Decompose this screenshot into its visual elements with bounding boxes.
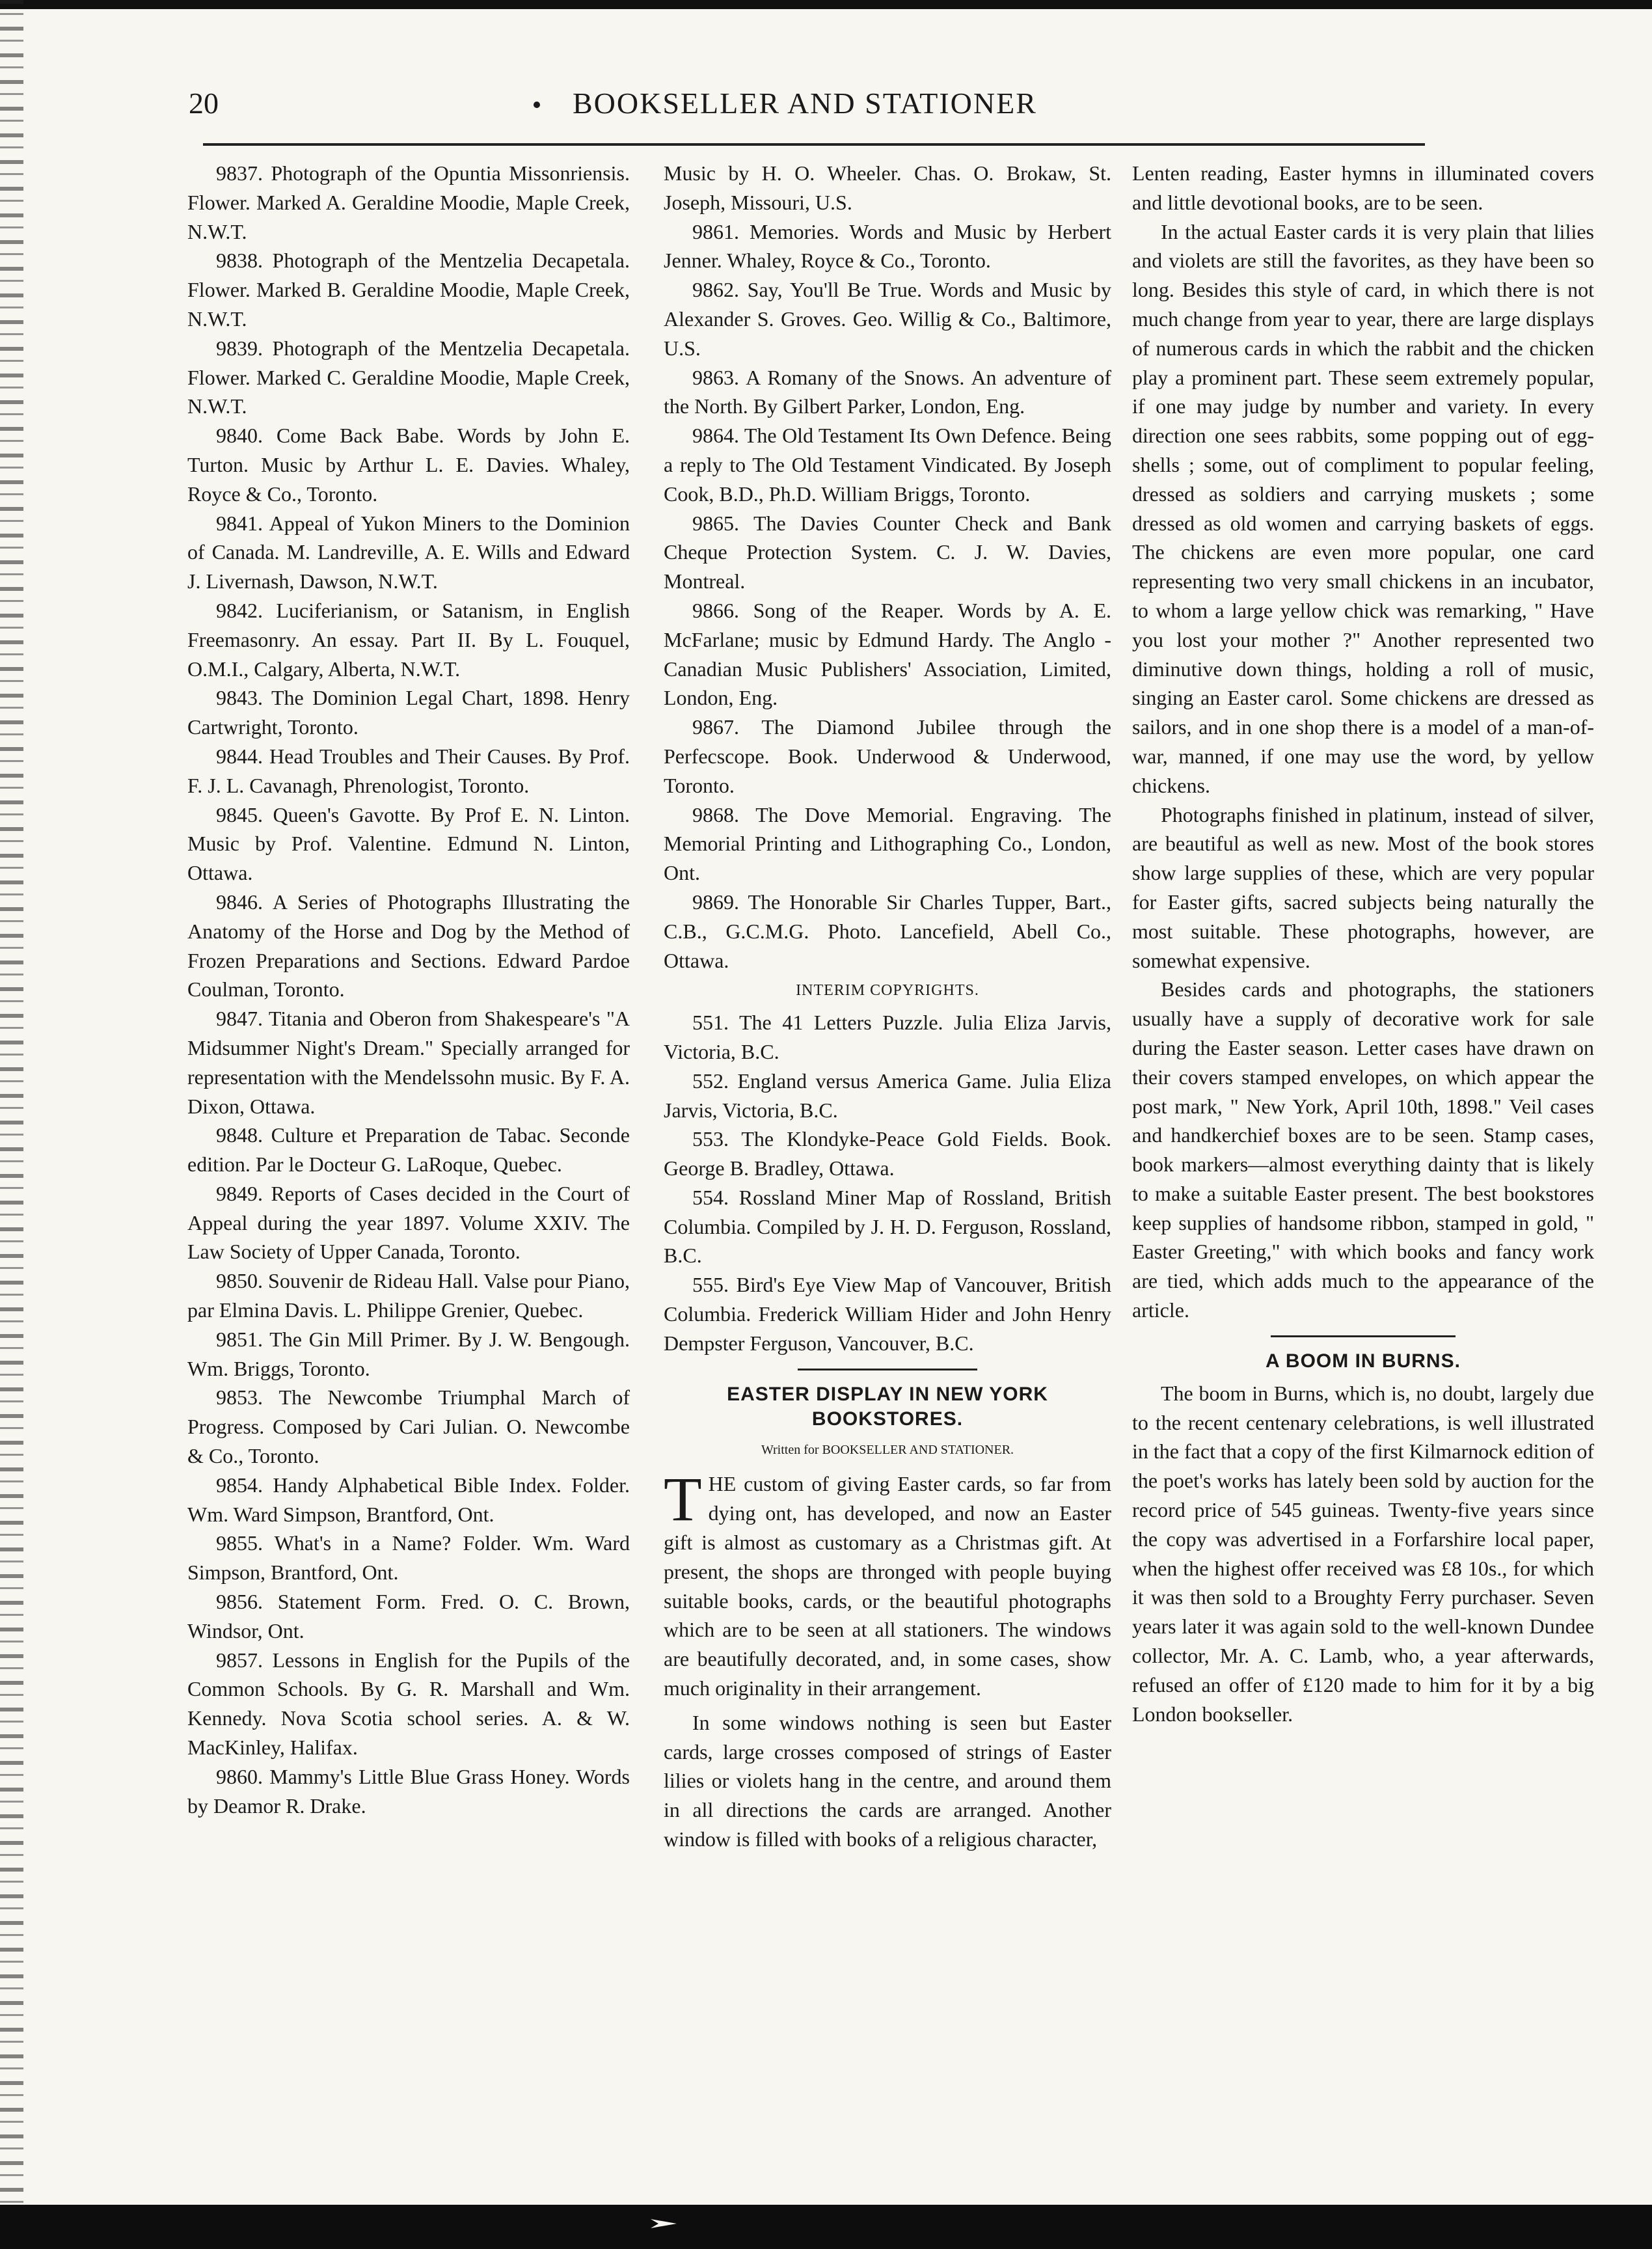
copyright-entry: 9862. Say, You'll Be True. Words and Music by Alexander S. Groves. Geo. Willig & Co., Baltimore, U.S. xyxy=(664,278,1111,360)
paragraph-gap xyxy=(1132,1374,1594,1379)
easter-paragraph: In the actual Easter cards it is very plain that lilies and violets are still the favorites, as they have been so long. Besides this style of card, in which there is not much change from year to year, there are large displays of numerous cards in which the rabbit and the chicken play a prominent part. These seem extremely popular, if one may judge by number and variety. In every direction one sees rabbits, some popping out of egg-shells ; some, out of compliment to popular feeling, dressed as soldiers and carrying muskets ; some dressed as old women and carrying baskets of eggs. The chickens are even more popular, one card representing two very small chickens in an incubator, to whom a large yellow chick was remarking, " Have you lost your mother ?" Another represented two diminutive down things, holding a roll of music, singing an Easter carol. Some chickens are dressed as sailors, and in one shop there is a model of a man-of-war, manned, if one may use the word, by yellow chickens. xyxy=(1132,219,1594,797)
copyright-entry: 9847. Titania and Oberon from Shakespeare's "A Midsummer Night's Dream." Specially arranged for representation with the Mendelssohn music. By F. A. Dixon, Ottawa. xyxy=(187,1007,630,1118)
copyright-entry: 9867. The Diamond Jubilee through the Perfecscope. Book. Underwood & Underwood, Toronto. xyxy=(664,715,1111,797)
copyright-entry: 9854. Handy Alphabetical Bible Index. Folder. Wm. Ward Simpson, Brantford, Ont. xyxy=(187,1473,630,1526)
copyright-entry: 9861. Memories. Words and Music by Herbert Jenner. Whaley, Royce & Co., Toronto. xyxy=(664,219,1111,273)
easter-article-title-line1: EASTER DISPLAY IN NEW YORK xyxy=(727,1383,1048,1405)
copyright-entry: 9866. Song of the Reaper. Words by A. E. McFarlane; music by Edmund Hardy. The Anglo - Canadian Music Publishers' Association, Limited, London, Eng. xyxy=(664,598,1111,710)
bottom-border xyxy=(0,2205,1652,2249)
copyright-entry: 9863. A Romany of the Snows. An adventure of the North. By Gilbert Parker, London, Eng. xyxy=(664,365,1111,418)
easter-paragraph-text: HE custom of giving Easter cards, so far from dying ont, has developed, and now an Easter gift is almost as customary as a Christmas gift. At present, the shops are thronged with people buying suitable books, cards, or the beautiful photographs which are to be seen at all stationers. The windows are beautifully decorated, and, in some cases, show much originality in their arrangement. xyxy=(664,1472,1111,1700)
copyright-entry: 9864. The Old Testament Its Own Defence. Being a reply to The Old Testament Vindicated. By Joseph Cook, B.D., Ph.D. William Briggs, Toronto. xyxy=(664,424,1111,506)
easter-paragraph: Lenten reading, Easter hymns in illuminated covers and little devotional books, are to be seen. xyxy=(1132,161,1594,214)
copyright-entry: Music by H. O. Wheeler. Chas. O. Brokaw, St. Joseph, Missouri, U.S. xyxy=(664,161,1111,214)
copyright-entry: 9837. Photograph of the Opuntia Missonriensis. Flower. Marked A. Geraldine Moodie, Maple Creek, N.W.T. xyxy=(187,161,630,243)
copyright-entry: 9853. The Newcombe Triumphal March of Progress. Composed by Cari Julian. O. Newcombe & Co., Toronto. xyxy=(187,1385,630,1468)
copyright-entry: 9849. Reports of Cases decided in the Court of Appeal during the year 1897. Volume XXIV. The Law Society of Upper Canada, Toronto. xyxy=(187,1181,630,1264)
copyright-entry: 9855. What's in a Name? Folder. Wm. Ward Simpson, Brantford, Ont. xyxy=(187,1531,630,1585)
copyright-entry: 9865. The Davies Counter Check and Bank Cheque Protection System. C. J. W. Davies, Montreal. xyxy=(664,511,1111,593)
section-divider xyxy=(1271,1335,1456,1337)
header-rule xyxy=(203,143,1425,146)
copyright-entry: 9840. Come Back Babe. Words by John E. Turton. Music by Arthur L. E. Davies. Whaley, Royce & Co., Toronto. xyxy=(187,424,630,506)
copyright-entry: 9846. A Series of Photographs Illustrating the Anatomy of the Horse and Dog by the Method of Frozen Preparations and Sections. Edward Pardoe Coulman, Toronto. xyxy=(187,890,630,1002)
interim-entry: 552. England versus America Game. Julia Eliza Jarvis, Victoria, B.C. xyxy=(664,1069,1111,1122)
interim-entry: 555. Bird's Eye View Map of Vancouver, British Columbia. Frederick William Hider and John Henry Dempster Ferguson, Vancouver, B.C. xyxy=(664,1273,1111,1355)
copyright-entry: 9869. The Honorable Sir Charles Tupper, Bart., C.B., G.C.M.G. Photo. Lancefield, Abell Co., Ottawa. xyxy=(664,890,1111,972)
copyright-entry: 9839. Photograph of the Mentzelia Decapetala. Flower. Marked C. Geraldine Moodie, Maple Creek, N.W.T. xyxy=(187,336,630,418)
copyright-entry: 9841. Appeal of Yukon Miners to the Dominion of Canada. M. Landreville, A. E. Wills and Edward J. Livernash, Dawson, N.W.T. xyxy=(187,511,630,593)
column-3 xyxy=(1132,159,1594,1728)
page-number: 20 xyxy=(189,87,219,120)
copyright-entry: 9838. Photograph of the Mentzelia Decapetala. Flower. Marked B. Geraldine Moodie, Maple Creek, N.W.T. xyxy=(187,249,630,331)
interim-entry: 551. The 41 Letters Puzzle. Julia Eliza Jarvis, Victoria, B.C. xyxy=(664,1011,1111,1063)
copyright-entry: 9860. Mammy's Little Blue Grass Honey. Words by Deamor R. Drake. xyxy=(187,1764,630,1818)
top-border xyxy=(0,0,1652,9)
copyright-entry: 9848. Culture et Preparation de Tabac. Seconde edition. Par le Docteur G. LaRoque, Quebec. xyxy=(187,1123,630,1177)
copyright-entry: 9843. The Dominion Legal Chart, 1898. Henry Cartwright, Toronto. xyxy=(187,686,630,739)
scan-edge xyxy=(0,0,23,2249)
copyright-entry: 9851. The Gin Mill Primer. By J. W. Bengough. Wm. Briggs, Toronto. xyxy=(187,1327,630,1380)
copyright-entry: 9856. Statement Form. Fred. O. C. Brown, Windsor, Ont. xyxy=(187,1590,630,1642)
drop-cap: T xyxy=(664,1464,702,1534)
copyright-entry: 9868. The Dove Memorial. Engraving. The Memorial Printing and Lithographing Co., London, Ont. xyxy=(664,802,1111,885)
burns-article-title: A BOOM IN BURNS. xyxy=(1266,1350,1461,1372)
copyright-entry: 9850. Souvenir de Rideau Hall. Valse pour Piano, par Elmina Davis. L. Philippe Grenier, Quebec. xyxy=(187,1269,630,1322)
copyright-entry: 9844. Head Troubles and Their Causes. By Prof. F. J. L. Cavanagh, Phrenologist, Toronto. xyxy=(187,744,630,797)
easter-paragraph: Besides cards and photographs, the stationers usually have a supply of decorative work for sale during the Easter season. Letter cases have drawn on their covers stamped envelopes, on which appear the post mark, " New York, April 10th, 1898." Veil cases and handkerchief boxes are to be seen. Stamp cases, book markers—almost everything dainty that is likely to make a suitable Easter present. The best bookstores keep supplies of handsome ribbon, stamped in gold, " Easter Greeting," with which books and fancy work are tied, which adds much to the appearance of the article. xyxy=(1132,977,1594,1322)
copyright-entry: 9842. Luciferianism, or Satanism, in English Freemasonry. An essay. Part II. By L. Fouquel, O.M.I., Calgary, Alberta, N.W.T. xyxy=(187,598,630,681)
column-2 xyxy=(664,159,1111,1854)
easter-paragraph: Photographs finished in platinum, instead of silver, are beautiful as well as new. Most of the book stores show large supplies of these, which are very popular for Easter gifts, sacred subjects being naturally the most suitable. These photographs, however, are somewhat expensive. xyxy=(1132,802,1594,972)
easter-paragraph xyxy=(664,1464,1111,1702)
copyright-entry: 9845. Queen's Gavotte. By Prof E. N. Linton. Music by Prof. Valentine. Edmund N. Linton, Ottawa. xyxy=(187,802,630,885)
easter-paragraph: In some windows nothing is seen but Easter cards, large crosses composed of strings of Easter lilies or violets hang in the centre, and around them in all directions the cards are arranged. Another window is filled with books of a religious character, xyxy=(664,1710,1111,1851)
section-divider xyxy=(798,1369,977,1370)
page-title: BOOKSELLER AND STATIONER xyxy=(573,87,1037,120)
interim-copyrights-heading: INTERIM COPYRIGHTS. xyxy=(796,982,979,1000)
burns-paragraph: The boom in Burns, which is, no doubt, largely due to the recent centenary celebrations, is well illustrated in the fact that a copy of the first Kilmarnock edition of the poet's works has lately been sold by auction for the record price of 545 guineas. Twenty-five years since the copy was advertised in a Forfarshire local paper, when the highest offer received was £8 10s., for which it was then sold to a Broughty Ferry purchaser. Seven years later it was again sold to the well-known Dundee collector, Mr. A. C. Lamb, who, a year afterwards, refused an offer of £120 made to him for it by a big London bookseller. xyxy=(1132,1381,1594,1726)
header-dot xyxy=(534,102,540,108)
easter-byline: Written for BOOKSELLER AND STATIONER. xyxy=(761,1442,1014,1457)
column-1 xyxy=(187,159,630,1820)
copyright-entry: 9857. Lessons in English for the Pupils of the Common Schools. By G. R. Marshall and Wm. Kennedy. Nova Scotia school series. A. & W. MacKinley, Halifax. xyxy=(187,1648,630,1760)
interim-entry: 554. Rossland Miner Map of Rossland, British Columbia. Compiled by J. H. D. Ferguson, Rossland, B.C. xyxy=(664,1185,1111,1268)
arrow-icon xyxy=(651,2219,677,2228)
easter-article-title-line2: BOOKSTORES. xyxy=(811,1408,964,1430)
paragraph-gap xyxy=(664,1703,1111,1708)
page-header xyxy=(189,86,1197,138)
interim-entry: 553. The Klondyke-Peace Gold Fields. Book. George B. Bradley, Ottawa. xyxy=(664,1127,1111,1180)
